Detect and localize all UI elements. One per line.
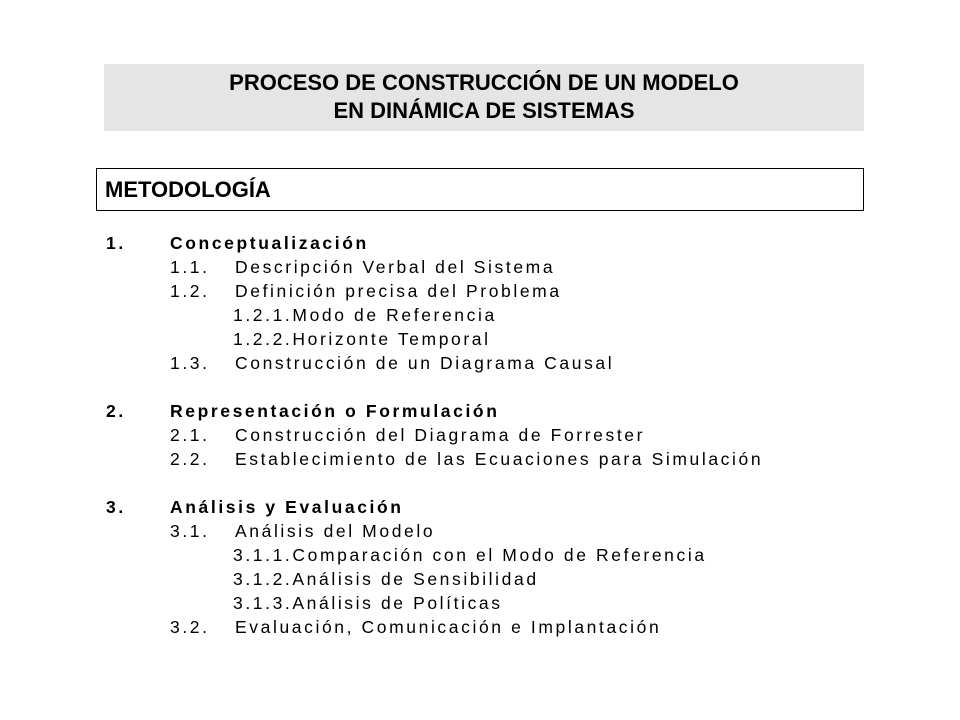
outline-item-number: 1.2.2. <box>233 329 293 349</box>
outline-item-text: Modo de Referencia <box>292 305 497 325</box>
outline-item-number: 1.2.1. <box>233 305 293 325</box>
outline-item-number: 3.2. <box>170 617 210 637</box>
outline-item-number: 3. <box>106 497 126 517</box>
outline-item-text: Horizonte Temporal <box>292 329 491 349</box>
outline-item-text: Definición precisa del Problema <box>235 281 562 301</box>
outline-item-text: Construcción del Diagrama de Forrester <box>235 425 646 445</box>
outline-item-text: Análisis y Evaluación <box>170 497 404 517</box>
outline-item-number: 3.1.1. <box>233 545 293 565</box>
section-heading: METODOLOGÍA <box>105 177 271 202</box>
outline-item-text: Análisis de Políticas <box>292 593 503 613</box>
outline-item-number: 2.1. <box>170 425 210 445</box>
outline-item-text: Conceptualización <box>170 233 369 253</box>
outline-item-number: 1.3. <box>170 353 210 373</box>
outline-item-number: 1.2. <box>170 281 210 301</box>
outline-item-text: Análisis del Modelo <box>235 521 436 541</box>
outline-item-number: 3.1.3. <box>233 593 293 613</box>
outline-item-number: 2. <box>106 401 126 421</box>
outline-item-number: 2.2. <box>170 449 210 469</box>
outline-item-text: Establecimiento de las Ecuaciones para Simulación <box>235 449 764 469</box>
outline-item-number: 3.1.2. <box>233 569 293 589</box>
title-line-1: PROCESO DE CONSTRUCCIÓN DE UN MODELO <box>229 70 739 95</box>
outline-item-text: Evaluación, Comunicación e Implantación <box>235 617 662 637</box>
outline-item-number: 3.1. <box>170 521 210 541</box>
outline-item-number: 1. <box>106 233 126 253</box>
title-line-2: EN DINÁMICA DE SISTEMAS <box>333 98 635 123</box>
outline-item-text: Representación o Formulación <box>170 401 500 421</box>
outline-item-number: 1.1. <box>170 257 210 277</box>
outline-item-text: Comparación con el Modo de Referencia <box>292 545 707 565</box>
outline-item-text: Análisis de Sensibilidad <box>292 569 539 589</box>
outline-item-text: Construcción de un Diagrama Causal <box>235 353 615 373</box>
outline-item-text: Descripción Verbal del Sistema <box>235 257 556 277</box>
